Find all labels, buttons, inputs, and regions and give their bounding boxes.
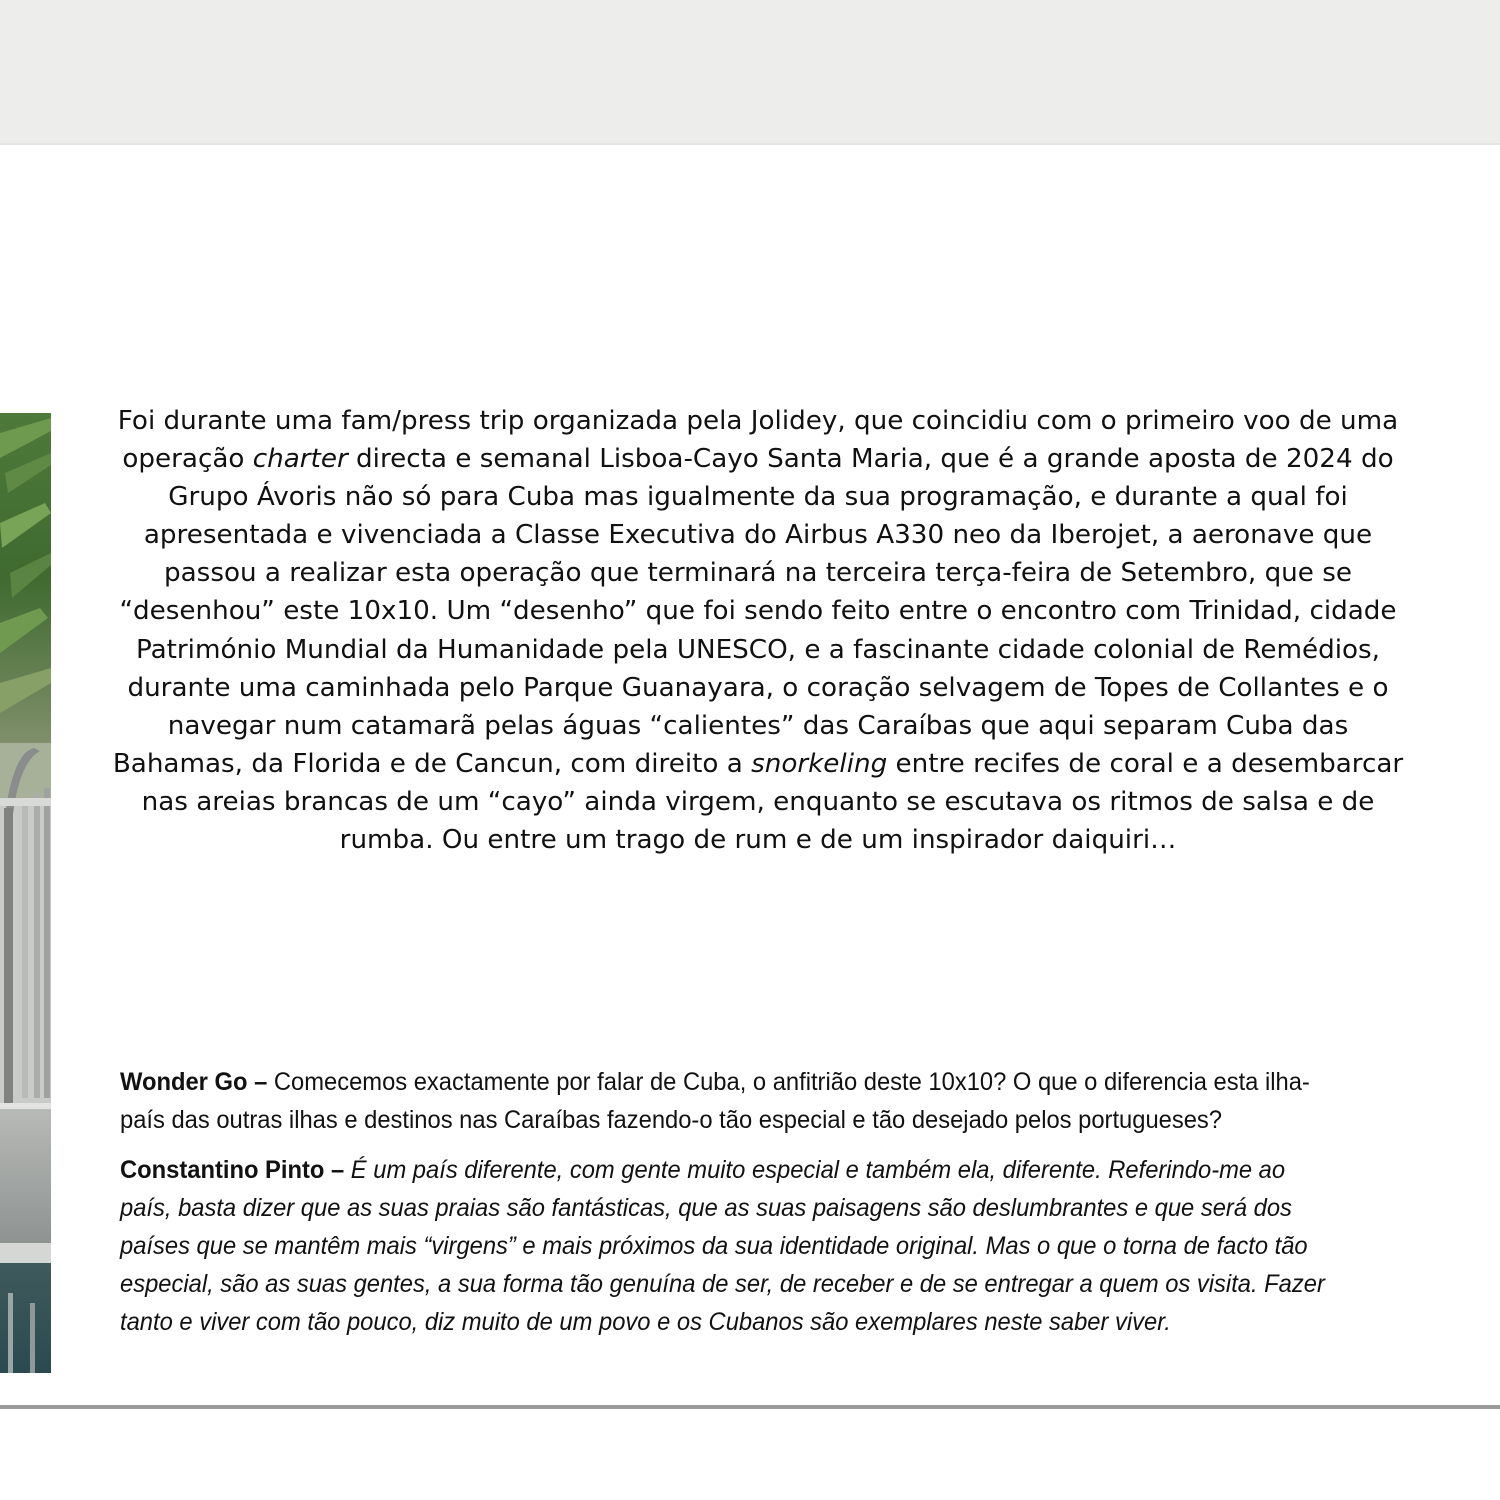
bottom-divider (0, 1405, 1500, 1409)
top-band-edge (0, 143, 1500, 145)
interview-answer (120, 1151, 1336, 1341)
answer-speaker: Constantino Pinto – (120, 1156, 345, 1184)
intro-italic-term: snorkeling (751, 748, 888, 779)
question-speaker: Wonder Go – (120, 1068, 268, 1096)
interview-section (120, 1063, 1420, 1353)
answer-text: É um país diferente, com gente muito especial e também ela, diferente. Referindo-me ao país, basta dizer que as suas praias são fantásticas, que as suas paisagens são deslumbrantes e que será dos países que se mantêm mais “virgens” e mais próximos da sua identidade original. Mas o que o torna de facto tão especial, são as suas gentes, a sua forma tão genuína de ser, de receber e de se entregar a quem os visita. Fazer tanto e viver com tão pouco, diz muito de um povo e os Cubanos são exemplares neste saber viver. (120, 1156, 1325, 1336)
intro-paragraph (108, 402, 1408, 859)
cuba-pool-photo-strip (0, 413, 51, 1373)
intro-text-segment: directa e semanal Lisboa-Cayo Santa Maria, que é a grande aposta de 2024 do Grupo Ávoris não só para Cuba mas igualmente da sua programação, e durante a qual foi apresentada e vivenciada a Classe Executiva do Airbus A330 neo da Iberojet, a aeronave que passou a realizar esta operação que terminará na terceira terça-feira de Setembro, que se “desenhou” este 10x10. Um “desenho” que foi sendo feito entre o encontro com Trinidad, cidade Património Mundial da Humanidade pela UNESCO, e a fascinante cidade colonial de Remédios, durante uma caminhada pelo Parque Guanayara, o coração selvagem de Topes de Collantes e o navegar num catamarã pelas águas “calientes” das Caraíbas que aqui separam Cuba das Bahamas, da Florida e de Cancun, com direito a (112, 444, 1397, 779)
interview-question (120, 1063, 1336, 1139)
top-grey-band (0, 0, 1500, 144)
intro-text-segment: entre recifes de coral e a desembarcar nas areias brancas de um “cayo” ainda virgem, enquanto se escutava os ritmos de salsa e de rumba. Ou entre um trago de rum e de um inspirador daiquiri… (141, 748, 1404, 856)
intro-italic-term: charter (252, 444, 348, 475)
intro-text-segment: Foi durante uma fam/press trip organizada pela Jolidey, que coincidiu com o primeiro voo de uma operação (117, 406, 1399, 475)
question-text: Comecemos exactamente por falar de Cuba, o anfitrião deste 10x10? O que o diferencia esta ilha-país das outras ilhas e destinos nas Caraíbas fazendo-o tão especial e tão desejado pelos portugueses? (120, 1068, 1310, 1134)
